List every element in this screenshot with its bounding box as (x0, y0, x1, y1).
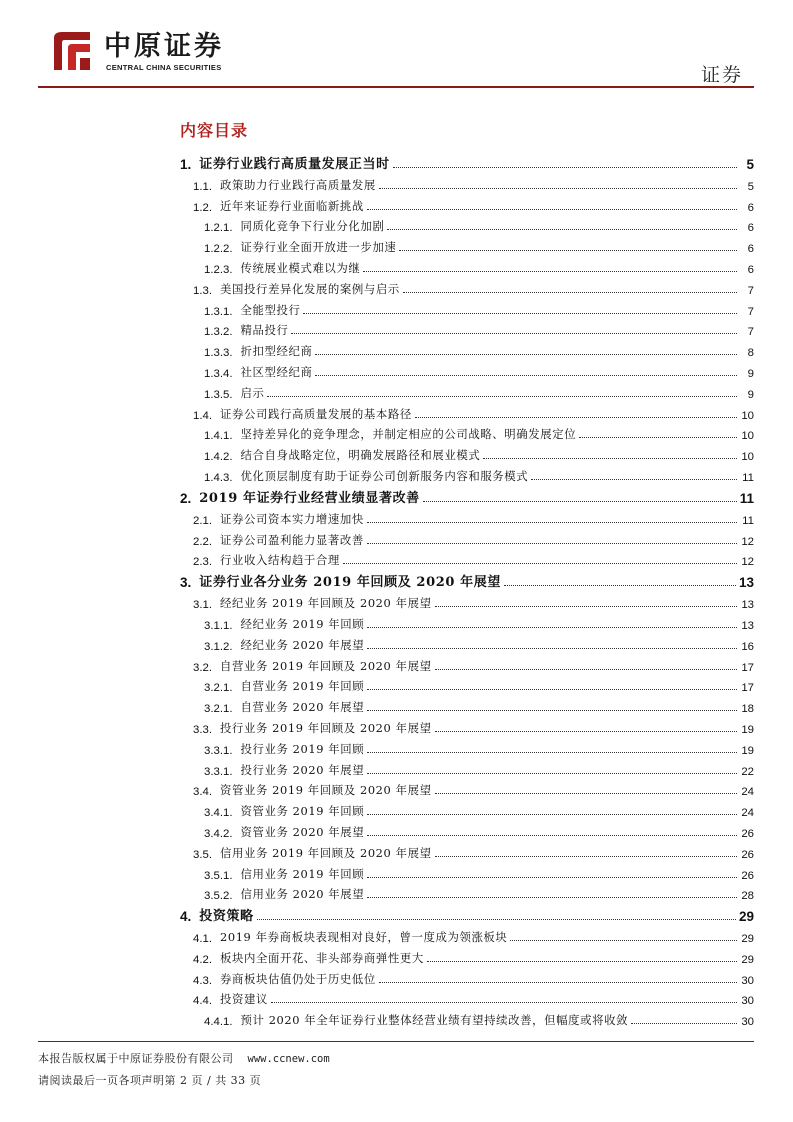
toc-entry-title: 行业收入结构趋于合理 (220, 553, 340, 568)
toc-entry-title: 折扣型经纪商 (240, 344, 313, 359)
toc-entry-title: 预计 2020 年全年证券行业整体经营业绩有望持续改善，但幅度或将收敛 (240, 1013, 629, 1028)
footer-copyright-line (38, 1050, 330, 1066)
toc-entry-number: 1.4.2. (204, 451, 233, 464)
toc-entry-number: 2. (180, 490, 192, 506)
toc-entry-title: 证券行业各分业务 2019 年回顾及 2020 年展望 (199, 575, 501, 591)
toc-leader-dots (367, 773, 737, 774)
toc-entry[interactable] (180, 757, 754, 778)
toc-entry[interactable] (180, 442, 754, 463)
toc-entry[interactable] (180, 798, 754, 819)
toc-entry-page: 24 (741, 786, 754, 799)
toc-entry[interactable] (180, 150, 754, 172)
toc-entry[interactable] (180, 318, 754, 339)
toc-entry-number: 2.2. (193, 535, 212, 548)
toc-entry-page: 26 (741, 869, 754, 882)
toc-leader-dots (504, 585, 736, 586)
toc-entry-number: 1.3.1. (204, 305, 233, 318)
toc-entry[interactable] (180, 527, 754, 548)
toc-entry[interactable] (180, 234, 754, 255)
toc-title: 内容目录 (180, 121, 249, 140)
toc-entry-title: 美国投行差异化发展的案例与启示 (220, 281, 400, 296)
toc-leader-dots (367, 543, 737, 544)
page-header (0, 0, 793, 90)
toc-entry-page: 6 (747, 243, 754, 256)
toc-entry[interactable] (180, 172, 754, 193)
toc-entry-title: 券商板块估值仍处于历史低位 (220, 971, 376, 986)
toc-entry-page: 17 (741, 661, 754, 674)
toc-entry-title: 证券公司资本实力增速加快 (220, 511, 364, 526)
footer-url-link[interactable]: www.ccnew.com (247, 1053, 330, 1065)
toc-leader-dots (435, 856, 737, 857)
toc-entry[interactable] (180, 778, 754, 799)
toc-entry[interactable] (180, 338, 754, 359)
toc-entry-title: 资管业务 2019 年回顾及 2020 年展望 (220, 783, 432, 798)
footer-copyright: 本报告版权属于中原证券股份有限公司 (38, 1052, 234, 1065)
toc-entry-title: 启示 (240, 385, 265, 400)
toc-entry-number: 1.4. (193, 409, 212, 422)
toc-entry-page: 9 (747, 367, 754, 380)
toc-entry-number: 1.3.5. (204, 388, 233, 401)
toc-entry-number: 1.3. (193, 284, 212, 297)
toc-leader-dots (367, 814, 737, 815)
toc-entry-page: 11 (742, 514, 754, 527)
toc-entry[interactable] (180, 902, 754, 924)
toc-entry-title: 资管业务 2020 年展望 (240, 824, 365, 839)
toc-leader-dots (367, 648, 737, 649)
toc-entry-title: 证券公司践行高质量发展的基本路径 (220, 406, 412, 421)
toc-leader-dots (271, 1002, 737, 1003)
toc-entry-page: 29 (741, 933, 754, 946)
toc-entry-page: 13 (741, 619, 754, 632)
toc-entry-number: 3.5.2. (204, 890, 233, 903)
toc-entry-number: 1.4.3. (204, 471, 233, 484)
toc-entry-number: 3.5.1. (204, 869, 233, 882)
toc-entry[interactable] (180, 694, 754, 715)
toc-entry-title: 2019 年证券行业经营业绩显著改善 (199, 490, 420, 506)
toc-entry[interactable] (180, 380, 754, 401)
toc-entry-number: 3.2.1. (204, 682, 233, 695)
toc-entry-title: 投行业务 2020 年展望 (240, 762, 365, 777)
toc-entry[interactable] (180, 653, 754, 674)
toc-entry-number: 1.3.3. (204, 347, 233, 360)
toc-entry-number: 3.1.2. (204, 640, 233, 653)
toc-entry-number: 3.1.1. (204, 619, 233, 632)
toc-leader-dots (367, 835, 737, 836)
toc-entry-title: 精品投行 (240, 323, 289, 338)
toc-entry-page: 9 (747, 388, 754, 401)
toc-entry-page: 5 (747, 180, 754, 193)
toc-entry-page: 8 (747, 347, 754, 360)
toc-entry-number: 1.1. (193, 180, 212, 193)
toc-leader-dots (403, 292, 737, 293)
toc-entry[interactable] (180, 568, 754, 590)
toc-entry-number: 4.4. (193, 995, 212, 1008)
toc-entry-title: 全能型投行 (240, 302, 301, 317)
toc-entry-page: 26 (741, 848, 754, 861)
toc-leader-dots (291, 333, 737, 334)
logo-chinese-name: 中原证券 (104, 31, 224, 62)
toc-entry-page: 11 (742, 471, 754, 484)
toc-entry-number: 1.3.4. (204, 367, 233, 380)
toc-entry-number: 2.3. (193, 556, 212, 569)
toc-leader-dots (257, 919, 736, 920)
toc-leader-dots (367, 877, 737, 878)
toc-leader-dots (483, 458, 737, 459)
toc-entry[interactable] (180, 214, 754, 235)
toc-entry[interactable] (180, 966, 754, 987)
toc-leader-dots (367, 522, 737, 523)
table-of-contents (180, 150, 754, 1028)
toc-leader-dots (303, 313, 737, 314)
toc-entry[interactable] (180, 193, 754, 214)
toc-entry-title: 同质化竞争下行业分化加剧 (240, 219, 385, 234)
toc-entry[interactable] (180, 276, 754, 297)
toc-entry-page: 7 (747, 284, 754, 297)
toc-entry-page: 28 (741, 890, 754, 903)
toc-entry-page: 18 (741, 703, 754, 716)
toc-leader-dots (415, 417, 737, 418)
toc-entry-page: 13 (741, 599, 754, 612)
toc-entry-title: 信用业务 2020 年展望 (240, 887, 365, 902)
toc-entry[interactable] (180, 882, 754, 903)
toc-entry-number: 3.3.1. (204, 744, 233, 757)
footer-divider (38, 1041, 754, 1042)
toc-entry-number: 1. (180, 157, 192, 172)
toc-entry[interactable] (180, 297, 754, 318)
toc-entry-number: 1.2.2. (204, 243, 233, 256)
toc-entry-page: 29 (741, 953, 754, 966)
toc-entry-number: 3. (180, 575, 192, 591)
toc-entry[interactable] (180, 840, 754, 861)
toc-entry-page: 24 (741, 807, 754, 820)
toc-entry-title: 投资建议 (220, 992, 268, 1007)
toc-entry-title: 近年来证券行业面临新挑战 (220, 198, 364, 213)
toc-entry[interactable] (180, 736, 754, 757)
header-divider (38, 86, 754, 88)
toc-entry-title: 自营业务 2019 年回顾 (240, 679, 365, 694)
toc-leader-dots (315, 375, 737, 376)
toc-entry-title: 结合自身战略定位，明确发展路径和展业模式 (240, 448, 481, 463)
toc-entry-page: 7 (747, 305, 754, 318)
toc-leader-dots (379, 982, 737, 983)
toc-entry-number: 3.4.2. (204, 827, 233, 840)
toc-leader-dots (315, 354, 737, 355)
toc-entry-page: 29 (738, 909, 754, 925)
toc-entry-page: 30 (741, 1016, 754, 1029)
toc-leader-dots (367, 689, 737, 690)
toc-leader-dots (363, 271, 737, 272)
toc-leader-dots (267, 396, 737, 397)
toc-entry-number: 1.2.1. (204, 222, 233, 235)
toc-entry[interactable] (180, 674, 754, 695)
toc-entry[interactable] (180, 945, 754, 966)
toc-entry-number: 4.3. (193, 974, 212, 987)
toc-entry-number: 3.2. (193, 661, 212, 674)
toc-entry-number: 3.2.1. (204, 703, 233, 716)
toc-leader-dots (423, 501, 737, 502)
logo-english-name: CENTRAL CHINA SECURITIES (106, 63, 222, 72)
toc-entry-title: 证券公司盈利能力显著改善 (220, 532, 364, 547)
toc-entry-title: 证券行业践行高质量发展正当时 (199, 157, 390, 172)
toc-entry-page: 16 (741, 640, 754, 653)
toc-entry-number: 4.1. (193, 933, 212, 946)
toc-entry-number: 3.1. (193, 599, 212, 612)
toc-entry-title: 经纪业务 2019 年回顾及 2020 年展望 (220, 596, 432, 611)
toc-entry-title: 经纪业务 2020 年展望 (240, 637, 365, 652)
toc-leader-dots (367, 710, 737, 711)
toc-leader-dots (435, 731, 737, 732)
toc-entry[interactable] (180, 590, 754, 611)
toc-entry-title: 信用业务 2019 年回顾 (240, 866, 365, 881)
toc-entry-title: 信用业务 2019 年回顾及 2020 年展望 (220, 845, 432, 860)
toc-leader-dots (367, 209, 737, 210)
toc-entry[interactable] (180, 861, 754, 882)
toc-entry-title: 投行业务 2019 年回顾 (240, 741, 365, 756)
toc-leader-dots (379, 188, 737, 189)
toc-entry-page: 22 (741, 765, 754, 778)
toc-entry[interactable] (180, 924, 754, 945)
toc-entry[interactable] (180, 632, 754, 653)
toc-entry-page: 19 (741, 723, 754, 736)
toc-leader-dots (510, 940, 737, 941)
toc-entry-title: 自营业务 2019 年回顾及 2020 年展望 (220, 658, 432, 673)
toc-entry-page: 10 (741, 451, 754, 464)
toc-entry-number: 3.4. (193, 786, 212, 799)
toc-entry-number: 1.3.2. (204, 326, 233, 339)
toc-entry-page: 17 (741, 682, 754, 695)
toc-entry-title: 2019 年券商板块表现相对良好，曾一度成为领涨板块 (220, 930, 508, 945)
toc-entry[interactable] (180, 715, 754, 736)
toc-entry-number: 1.4.1. (204, 430, 233, 443)
toc-leader-dots (427, 961, 737, 962)
toc-entry-page: 6 (747, 222, 754, 235)
toc-entry-number: 2.1. (193, 514, 212, 527)
toc-entry-title: 资管业务 2019 年回顾 (240, 804, 365, 819)
toc-leader-dots (367, 897, 737, 898)
footer-notice: 请阅读最后一页各项声明第 2 页 / 共 33 页 (38, 1074, 262, 1087)
toc-entry-title: 政策助力行业践行高质量发展 (220, 177, 376, 192)
toc-entry-title: 投行业务 2019 年回顾及 2020 年展望 (220, 720, 432, 735)
toc-entry[interactable] (180, 484, 754, 506)
toc-entry-title: 坚持差异化的竞争理念，并制定相应的公司战略、明确发展定位 (240, 427, 577, 442)
toc-entry[interactable] (180, 422, 754, 443)
toc-entry-number: 1.2. (193, 201, 212, 214)
toc-entry[interactable] (180, 463, 754, 484)
toc-entry-page: 6 (747, 263, 754, 276)
toc-entry[interactable] (180, 255, 754, 276)
toc-entry-page: 10 (741, 409, 754, 422)
toc-entry-title: 投资策略 (199, 909, 254, 925)
toc-entry[interactable] (180, 359, 754, 380)
toc-entry-title: 优化顶层制度有助于证券公司创新服务内容和服务模式 (240, 468, 529, 483)
toc-entry-page: 19 (741, 744, 754, 757)
toc-entry-title: 自营业务 2020 年展望 (240, 700, 365, 715)
toc-leader-dots (435, 669, 737, 670)
toc-entry-number: 4.2. (193, 953, 212, 966)
toc-entry[interactable] (180, 1007, 754, 1028)
toc-leader-dots (399, 250, 737, 251)
toc-leader-dots (631, 1023, 737, 1024)
toc-entry-page: 6 (747, 201, 754, 214)
toc-entry-number: 3.4.1. (204, 807, 233, 820)
toc-entry-title: 板块内全面开花、非头部券商弹性更大 (220, 950, 424, 965)
toc-leader-dots (367, 752, 737, 753)
toc-entry-title: 经纪业务 2019 年回顾 (240, 616, 365, 631)
toc-entry-page: 12 (741, 556, 754, 569)
toc-entry[interactable] (180, 506, 754, 527)
toc-entry-number: 1.2.3. (204, 263, 233, 276)
toc-entry-number: 3.3. (193, 723, 212, 736)
toc-entry-page: 13 (738, 575, 754, 591)
toc-entry-page: 11 (739, 490, 754, 506)
toc-leader-dots (343, 563, 737, 564)
toc-entry-page: 30 (741, 974, 754, 987)
toc-leader-dots (435, 793, 737, 794)
toc-entry[interactable] (180, 987, 754, 1008)
toc-entry-number: 3.3.1. (204, 765, 233, 778)
toc-leader-dots (531, 479, 737, 480)
central-china-securities-logo-icon (50, 30, 96, 74)
toc-leader-dots (393, 167, 737, 168)
toc-entry[interactable] (180, 611, 754, 632)
toc-entry-title: 传统展业模式难以为继 (240, 260, 361, 275)
toc-entry-title: 证券行业全面开放进一步加速 (240, 240, 397, 255)
toc-entry-title: 社区型经纪商 (240, 364, 313, 379)
toc-entry-page: 30 (741, 995, 754, 1008)
toc-entry-number: 4.4.1. (204, 1016, 233, 1029)
toc-entry[interactable] (180, 401, 754, 422)
toc-leader-dots (387, 229, 737, 230)
toc-entry-page: 7 (747, 326, 754, 339)
toc-entry-page: 5 (746, 157, 754, 172)
toc-entry-page: 12 (741, 535, 754, 548)
toc-entry[interactable] (180, 548, 754, 569)
toc-leader-dots (367, 627, 737, 628)
toc-entry-page: 10 (741, 430, 754, 443)
section-label: 证券 (700, 64, 743, 86)
toc-leader-dots (435, 606, 737, 607)
toc-entry-number: 3.5. (193, 848, 212, 861)
toc-entry-page: 26 (741, 827, 754, 840)
toc-entry[interactable] (180, 819, 754, 840)
toc-entry-number: 4. (180, 909, 192, 925)
toc-leader-dots (579, 437, 737, 438)
